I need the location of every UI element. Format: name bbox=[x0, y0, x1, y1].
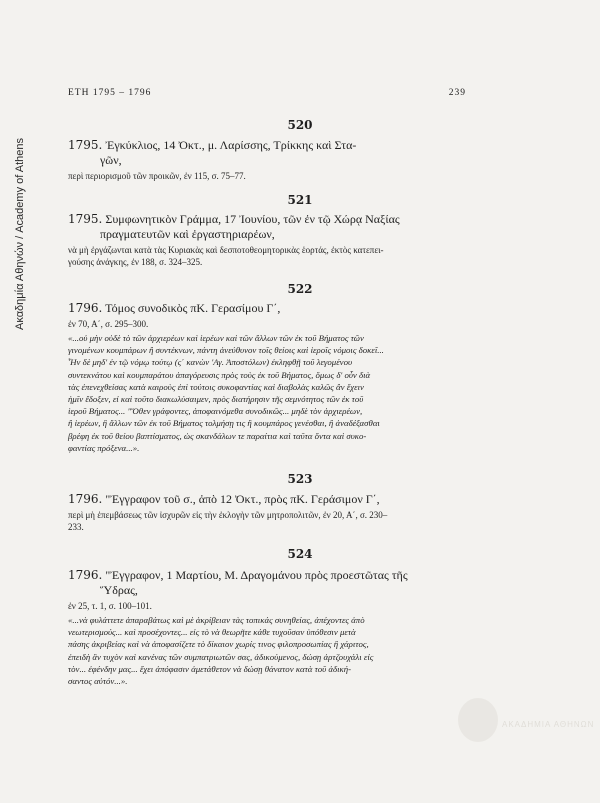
entry-title-cont: γῶν, bbox=[100, 153, 122, 167]
entry-title bbox=[68, 301, 468, 316]
quote-line: πάσης ἀκριβείας καὶ νὰ ἀποφασίζετε τὸ δίκαιον χωρίς τινος φιλοπροσωπίας ἢ χάριτος, bbox=[68, 639, 369, 650]
page-number: 239 bbox=[448, 88, 466, 98]
running-title: ΕΤΗ 1795 – 1796 bbox=[68, 88, 152, 98]
entry-title bbox=[68, 138, 468, 153]
quote-line: τὰς ἐπενεχθείσας κατὰ καιροὺς ἐπὶ τούτοις συκοφαντίας καὶ διαβολὰς καλῶς ἂν ἔχειν bbox=[68, 381, 364, 392]
quote-line: συντεκνάτου καὶ κουμπαράτου ἀπαγόρευσις πρὸς τοὺς ἐκ τοῦ Βήματος, ὅμως δ' οὖν διὰ bbox=[68, 369, 371, 380]
entry-reference: περὶ μὴ ἐπεμβάσεως τῶν ἰσχυρῶν εἰς τὴν ἐκλογὴν τῶν μητροπολιτῶν, ἐν 20, Α΄, σ. 230– bbox=[68, 510, 388, 520]
entry-523 bbox=[68, 492, 468, 533]
quote-line: ἱεροῦ Βήματος... "Ὅθεν γράφοντες, ἀποφαινόμεθα συνοδικῶς... μηδὲ τὸν ἀρχιερέων, bbox=[68, 406, 363, 417]
quote-line: «...νὰ φυλάττετε ἀπαραβάτως καὶ μὲ ἀκρίβειαν τὰς τοπικάς συνηθείας, ἀπέχοντες ἀπὸ bbox=[68, 615, 365, 625]
quote-line: φαντίας πρόξενα...». bbox=[68, 442, 140, 453]
quote-line: ἡμῖν ἔδοξεν, εἰ καὶ τοῦτο διακωλύσαιμεν, πρὸς διατήρησιν τῆς σεμνότητος τῶν ἐκ τοῦ bbox=[68, 394, 364, 405]
page-header bbox=[68, 88, 466, 98]
entry-year: 1796. bbox=[68, 568, 103, 582]
quote-line: ἢ ἱερέων, ἢ ἄλλων τῶν ἐκ τοῦ Βήματος τολμήσῃ τις ἢ κουμπάρος γενέσθαι, ἢ ἀναδέξασθαι bbox=[68, 418, 380, 429]
entry-reference: ἐν 25, τ. 1, σ. 100–101. bbox=[68, 601, 152, 611]
entry-520 bbox=[68, 138, 468, 182]
entry-year: 1796. bbox=[68, 301, 103, 315]
entry-quote bbox=[68, 332, 468, 454]
entry-524 bbox=[68, 568, 468, 687]
entry-number: 523 bbox=[287, 472, 313, 486]
academy-seal-icon bbox=[458, 698, 498, 742]
entry-quote bbox=[68, 614, 468, 687]
entry-title-line: "Ἐγγραφον τοῦ σ., ἀπὸ 12 Ὀκτ., πρὸς πΚ. Γεράσιμον Γ΄, bbox=[105, 492, 380, 506]
quote-line: Ἦν δὲ μηδ' ἐν τῷ νόμῳ τούτῳ (ς΄ κανὼν 'Αγ. Ἀποστόλων) ἐκληφθῇ τοῦ λεγομένου bbox=[68, 357, 352, 368]
entry-title-line: "Ἐγγραφον, 1 Μαρτίου, Μ. Δραγομάνου πρὸς προεστῶτας τῆς bbox=[105, 568, 408, 582]
quote-line: ἐπειδὴ ἂν τυχὸν καὶ κανένας τῶν συμπατριωτῶν σας, ἀδικούμενος, δώσῃ ἀρτζουχάλι εἰς bbox=[68, 651, 374, 662]
entry-reference-cont: γούσης ἀνάγκης, ἐν 188, σ. 324–325. bbox=[68, 257, 203, 267]
quote-line: τὸν... ἐφένδην μας... ἔχει ἀπόφασιν ἀμετάθετον νὰ δώσῃ θάνατον κατὰ τοῦ ἀδική- bbox=[68, 663, 352, 674]
entry-year: 1795. bbox=[68, 212, 103, 226]
entry-number: 521 bbox=[287, 193, 313, 207]
entry-521 bbox=[68, 212, 468, 268]
watermark-text: ΑΚΑΔΗΜΙΑ ΑΘΗΝΩΝ bbox=[502, 720, 595, 729]
quote-line: βρέφη ἐκ τοῦ θείου βαπτίσματος, ὡς σκανδάλων τε παραίτια καὶ ταῦτα ὄντα καὶ συκο- bbox=[68, 430, 367, 441]
quote-line: σαντος αὐτόν...». bbox=[68, 676, 128, 687]
entry-522 bbox=[68, 301, 468, 454]
quote-line: γινομένων κουμπάρων ἢ συντέκνων, πάντη ἀνεύθυνον τοῖς θείοις καὶ ἱεροῖς νόμοις δοκεῖ... bbox=[68, 345, 384, 356]
entry-reference: περὶ περιορισμοῦ τῶν προικῶν, ἐν 115, σ. 75–77. bbox=[68, 171, 246, 181]
quote-line: νεωτερισμούς... καὶ προσέχοντες... εἰς τὸ νὰ θεωρῆτε κάθε τυχοῦσαν ὑπόθεσιν μετὰ bbox=[68, 627, 356, 638]
entry-title bbox=[68, 568, 468, 583]
entry-reference: νὰ μὴ ἐργάζωνται κατὰ τὰς Κυριακὰς καὶ δεσποτοθεομητορικὰς ἑορτάς, ἐκτὸς κατεπει- bbox=[68, 245, 384, 255]
quote-line: «...οὐ μὴν οὐδὲ τὸ τῶν ἀρχιερέων καὶ ἱερέων καὶ τῶν ἄλλων τῶν ἐκ τοῦ Βήματος τῶν bbox=[68, 333, 364, 343]
entry-title-line: Ἐγκύκλιος, 14 Ὀκτ., μ. Λαρίσσης, Τρίκκης καὶ Στα- bbox=[105, 138, 357, 152]
entry-reference: ἐν 70, Α΄, σ. 295–300. bbox=[68, 319, 149, 329]
entry-year: 1796. bbox=[68, 492, 103, 506]
entry-reference-cont: 233. bbox=[68, 522, 84, 532]
entry-title-line: Συμφωνητικὸν Γράμμα, 17 Ἰουνίου, τῶν ἐν τῷ Χώρᾳ Ναξίας bbox=[105, 212, 400, 226]
entry-title-cont: Ὕδρας, bbox=[100, 583, 138, 597]
entry-year: 1795. bbox=[68, 138, 103, 152]
entry-number: 520 bbox=[287, 118, 313, 132]
academy-watermark bbox=[458, 698, 595, 758]
entry-number: 522 bbox=[287, 282, 313, 296]
entry-title bbox=[68, 212, 468, 227]
sidebar-label: Ακαδημία Αθηνών / Academy of Athens bbox=[14, 137, 26, 330]
entry-title-cont: πραγματευτῶν καὶ ἐργαστηριαρέων, bbox=[100, 227, 275, 241]
entry-number: 524 bbox=[287, 547, 313, 561]
entry-title-line: Τόμος συνοδικὸς πΚ. Γερασίμου Γ΄, bbox=[105, 301, 281, 315]
entry-title bbox=[68, 492, 468, 507]
